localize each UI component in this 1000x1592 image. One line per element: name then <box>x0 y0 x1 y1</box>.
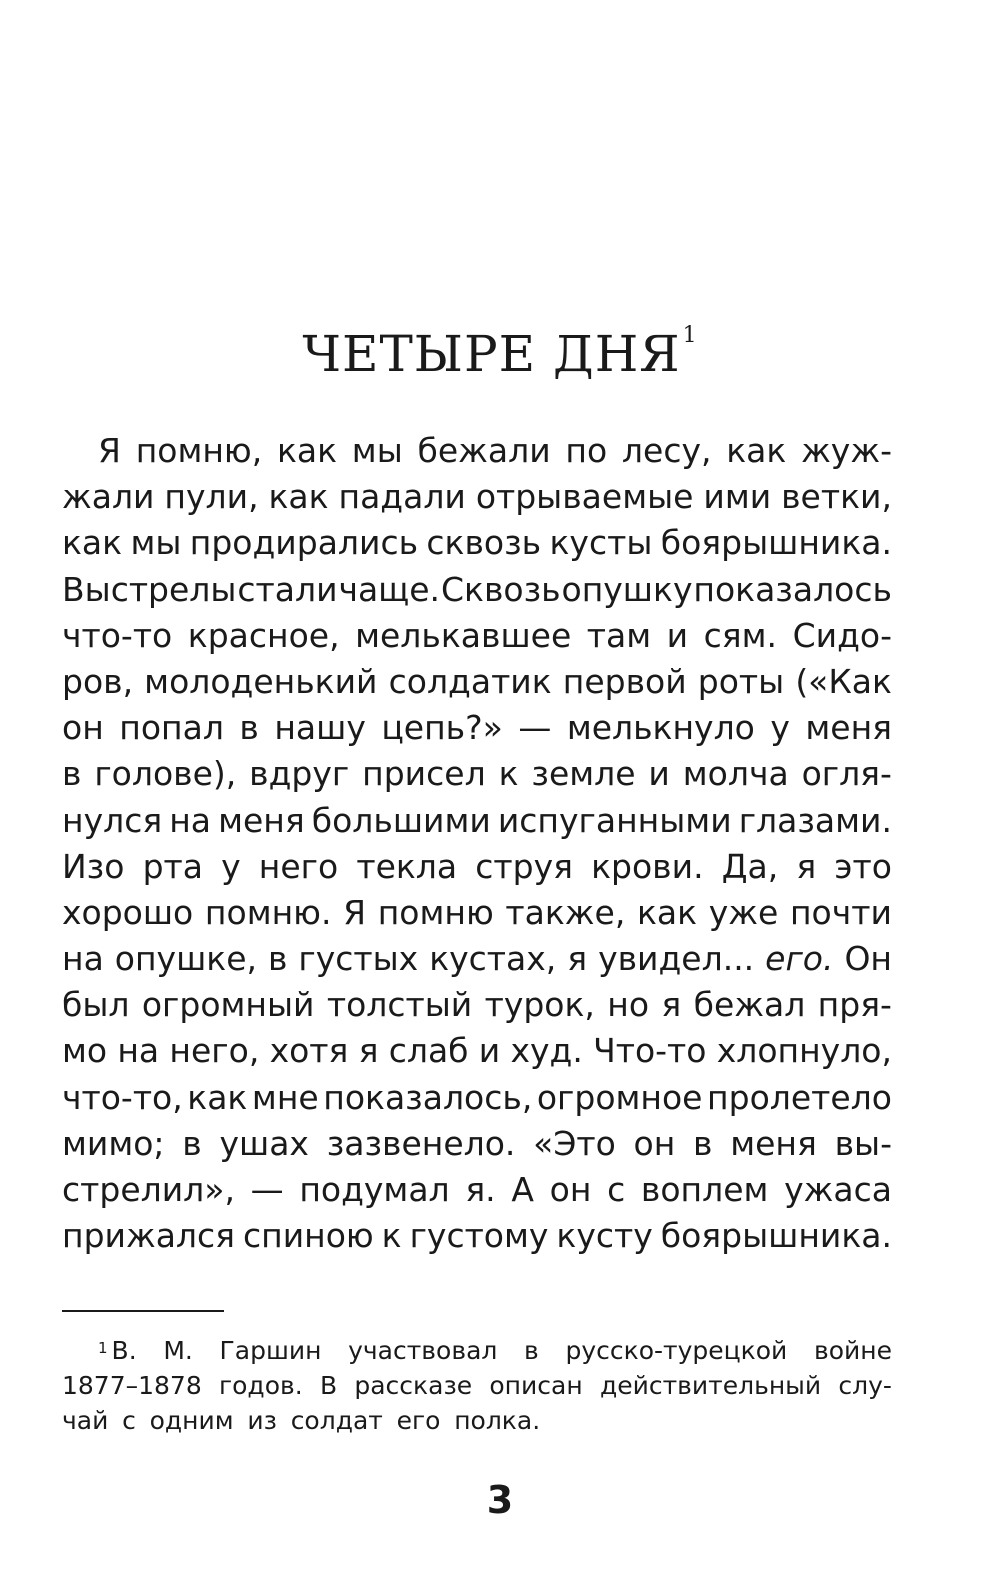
body-word: огля- <box>801 754 892 794</box>
footnote-word: действительный <box>599 1371 822 1400</box>
body-word: что-то <box>62 615 173 655</box>
footnote-word: солдат <box>290 1406 383 1435</box>
footnote-line <box>62 1368 892 1403</box>
body-line <box>62 1075 892 1121</box>
body-word: мо <box>62 1031 108 1071</box>
body-word: него <box>258 846 339 886</box>
body-word: в <box>239 708 259 748</box>
body-word: как <box>187 1077 248 1117</box>
body-word: Изо <box>62 846 125 886</box>
body-word: у <box>770 708 790 748</box>
body-word: на <box>62 939 104 979</box>
body-word: на <box>169 800 212 840</box>
body-word: кусту <box>556 1216 653 1256</box>
body-word: это <box>834 846 892 886</box>
body-word: как <box>62 523 123 563</box>
body-word: молча <box>682 754 789 794</box>
footnote-mark: 1 <box>98 1339 108 1357</box>
body-word: молоденький <box>144 661 378 701</box>
body-word: воплем <box>640 1170 769 1209</box>
body-word: бежали <box>417 431 551 470</box>
body-word: там <box>586 615 652 655</box>
body-word: вдруг <box>249 754 350 794</box>
body-word: как <box>276 431 338 470</box>
title-footnote-mark: 1 <box>682 323 698 348</box>
body-word: продирались <box>189 523 419 563</box>
body-word: был <box>62 985 130 1025</box>
body-word: меня <box>730 1123 817 1163</box>
body-word: помню. <box>204 892 332 932</box>
body-word: худ. <box>510 1031 583 1071</box>
body-word: Что-то <box>593 1031 707 1071</box>
body-word: и <box>648 754 670 794</box>
footnote-word: из <box>247 1406 277 1435</box>
body-word: Я <box>343 892 367 932</box>
body-word: почти <box>789 892 892 932</box>
body-word: на <box>117 1031 160 1071</box>
body-word: присел <box>362 754 486 794</box>
body-word: помню, <box>135 431 263 470</box>
footnote-word: в <box>524 1336 539 1365</box>
footnote-word: М. <box>163 1336 193 1365</box>
body-word: него, <box>169 1031 260 1071</box>
footnote-word: 1877–1878 <box>62 1371 202 1400</box>
body-word: кусты <box>549 523 653 563</box>
body-word: бежал <box>693 985 806 1025</box>
body-word: меня <box>218 800 305 840</box>
body-word: испуганными <box>497 800 732 840</box>
body-word: — <box>518 708 552 748</box>
footnote-word: слу- <box>838 1371 892 1400</box>
body-line <box>62 520 892 566</box>
body-word: кустах, <box>429 939 557 979</box>
body-line <box>62 659 892 705</box>
body-word: пули, <box>164 477 259 517</box>
body-word: густых <box>298 939 419 979</box>
body-word: А <box>511 1170 534 1209</box>
body-word: хлопнуло, <box>716 1031 892 1071</box>
body-word: глазами. <box>738 800 892 840</box>
body-word: показалось, <box>323 1077 533 1117</box>
body-word: помню <box>377 892 494 932</box>
body-word: мне <box>251 1077 319 1117</box>
body-word: мы <box>130 523 182 563</box>
body-word: стрелил», <box>62 1170 235 1209</box>
body-line <box>62 936 892 982</box>
footnote-word: полка. <box>454 1406 541 1435</box>
body-word: что-то, <box>62 1077 183 1117</box>
body-word: текла <box>356 846 458 886</box>
body-word: («Как <box>795 661 892 701</box>
body-word: первой <box>562 661 687 701</box>
body-word: Он <box>844 939 892 979</box>
body-word: — <box>250 1170 284 1209</box>
body-word: как <box>726 431 787 470</box>
body-word: он <box>549 1170 592 1209</box>
body-word: густому <box>409 1216 549 1256</box>
body-text <box>62 428 892 1259</box>
body-word: он <box>62 708 104 748</box>
body-word: роты <box>697 661 785 701</box>
body-word: турок, <box>484 985 595 1025</box>
body-word: увидел... <box>598 939 755 979</box>
body-line <box>62 474 892 520</box>
body-word: у <box>221 846 241 886</box>
body-line <box>62 1121 892 1167</box>
body-word: спиною <box>242 1216 374 1256</box>
body-line <box>62 844 892 890</box>
body-line <box>62 798 892 844</box>
footnote-word: $^1$ В. <box>98 1336 137 1365</box>
body-word: сквозь <box>426 523 542 563</box>
body-word: «Это <box>533 1123 616 1163</box>
body-word: попал <box>119 708 224 748</box>
body-word: ров, <box>62 661 134 701</box>
body-word: меня <box>805 708 892 748</box>
body-line <box>62 613 892 659</box>
body-word: я <box>661 985 682 1025</box>
body-word: стали <box>237 569 338 609</box>
body-word: жали <box>62 477 155 517</box>
body-word: лесу, <box>621 431 712 470</box>
footnote-word: его <box>396 1406 441 1435</box>
body-word: падали <box>338 477 466 517</box>
footnote-word: Гаршин <box>219 1336 322 1365</box>
body-word: хотя <box>269 1031 349 1071</box>
body-word: я. <box>465 1170 496 1209</box>
footnote <box>62 1333 892 1438</box>
body-word: Я <box>98 431 121 470</box>
body-line <box>62 890 892 936</box>
body-word: нулся <box>62 800 163 840</box>
footnote-word: годов. <box>219 1371 303 1400</box>
body-word: голове), <box>94 754 237 794</box>
body-word: солдатик <box>388 661 552 701</box>
body-line <box>62 1028 892 1074</box>
body-word: я <box>358 1031 379 1071</box>
body-word: крови. <box>591 846 704 886</box>
body-word: по <box>565 431 608 470</box>
footnote-word: с <box>122 1406 136 1435</box>
body-word: боярышника. <box>660 523 892 563</box>
footnote-word: одним <box>149 1406 234 1435</box>
body-word: подумал <box>299 1170 450 1209</box>
body-word: прижался <box>62 1216 236 1256</box>
body-word: нашу <box>274 708 366 748</box>
body-word: боярышника. <box>660 1216 892 1256</box>
body-word: также, <box>505 892 626 932</box>
body-word: мелькнуло <box>566 708 755 748</box>
body-word: огромный <box>141 985 315 1025</box>
body-word: с <box>607 1170 626 1209</box>
body-word: отрываемые <box>475 477 694 517</box>
body-word: хорошо <box>62 892 194 932</box>
body-word: ветки, <box>781 477 892 517</box>
body-word: как <box>636 892 698 932</box>
body-word: он <box>633 1123 676 1163</box>
body-word: жуж- <box>801 431 892 470</box>
footnote-line <box>62 1403 892 1438</box>
body-word: уже <box>708 892 779 932</box>
body-line <box>62 1167 892 1213</box>
footnote-separator <box>62 1310 224 1312</box>
page-number: 3 <box>486 1478 514 1522</box>
body-line <box>62 428 892 474</box>
body-line <box>62 1213 892 1259</box>
chapter-title-text: ЧЕТЫРЕ ДНЯ <box>302 325 681 383</box>
body-word: в <box>267 939 288 979</box>
footnote-word: рассказе <box>354 1371 473 1400</box>
body-word: ими <box>703 477 772 517</box>
body-word: в <box>693 1123 713 1163</box>
body-word: толстый <box>326 985 473 1025</box>
chapter-title <box>0 325 1000 383</box>
body-word: ушах <box>219 1123 309 1163</box>
body-line <box>62 982 892 1028</box>
body-word: к <box>498 754 519 794</box>
body-word: чаще. <box>338 569 441 609</box>
body-word: огромное <box>536 1077 703 1117</box>
footnote-line <box>62 1333 892 1368</box>
body-word: я <box>567 939 588 979</box>
body-word: пролетело <box>707 1077 892 1117</box>
body-word: цепь?» <box>381 708 503 748</box>
body-word: струя <box>475 846 573 886</box>
body-word: и <box>478 1031 501 1071</box>
footnote-word: чай <box>62 1406 109 1435</box>
body-word: Сидо- <box>792 615 892 655</box>
body-word: мелькавшее <box>355 615 572 655</box>
body-line <box>62 567 892 613</box>
body-word: Да, <box>721 846 779 886</box>
footnote-word: войне <box>813 1336 892 1365</box>
footnote-word: участвовал <box>348 1336 498 1365</box>
body-word: земле <box>531 754 636 794</box>
footnote-word: русско-турецкой <box>565 1336 788 1365</box>
body-word: мимо; <box>62 1123 165 1163</box>
body-word: в <box>62 754 82 794</box>
body-word: его. <box>765 939 834 979</box>
footnote-word: описан <box>489 1371 583 1400</box>
body-word: пря- <box>817 985 892 1025</box>
body-word: вы- <box>834 1123 892 1163</box>
body-word: красное, <box>187 615 340 655</box>
body-line <box>62 751 892 797</box>
body-word: Выстрелы <box>62 569 237 609</box>
body-line <box>62 705 892 751</box>
body-word: опушке, <box>114 939 257 979</box>
body-word: я <box>796 846 817 886</box>
body-word: рта <box>142 846 203 886</box>
body-word: в <box>182 1123 202 1163</box>
body-word: мы <box>351 431 403 470</box>
body-word: но <box>607 985 650 1025</box>
body-word: сям. <box>703 615 778 655</box>
body-word: и <box>666 615 689 655</box>
body-word: слаб <box>388 1031 469 1071</box>
body-word: опушку <box>561 569 693 609</box>
footnote-word: В <box>319 1371 338 1400</box>
body-word: к <box>381 1216 402 1256</box>
body-word: как <box>268 477 329 517</box>
body-word: зазвенело. <box>326 1123 516 1163</box>
body-word: показалось <box>693 569 892 609</box>
body-word: Сквозь <box>440 569 561 609</box>
body-word: ужаса <box>784 1170 892 1209</box>
body-word: большими <box>311 800 491 840</box>
